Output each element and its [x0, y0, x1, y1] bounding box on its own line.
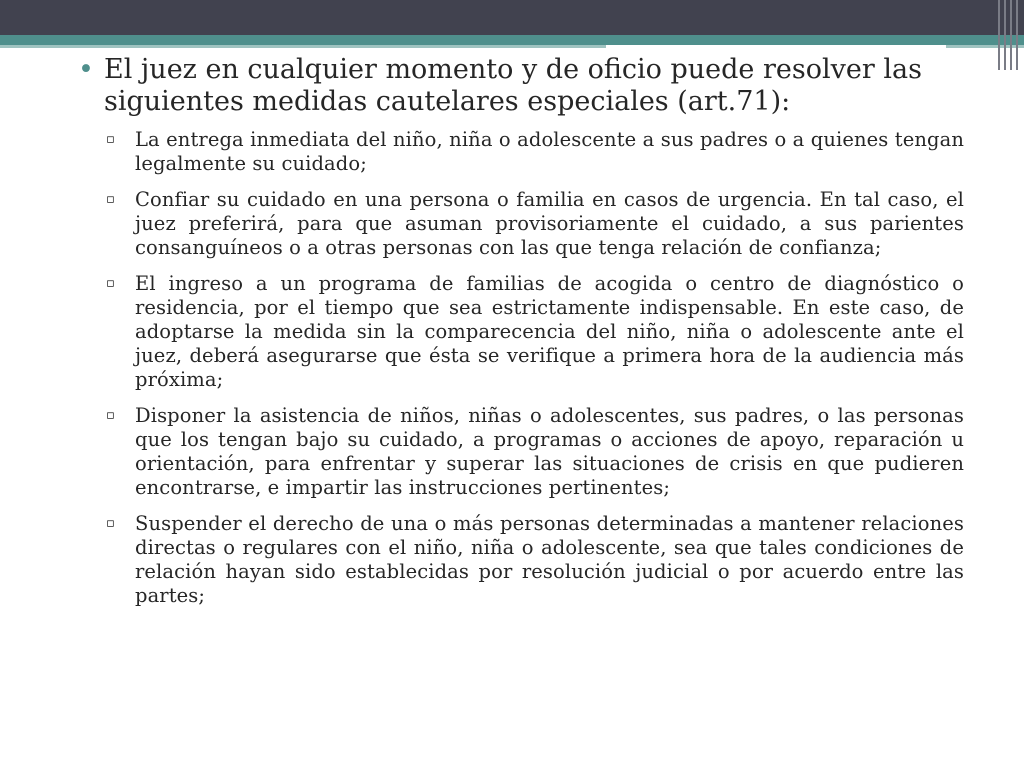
list-item-text: Disponer la asistencia de niños, niñas o adolescentes, sus padres, o las personas que los tengan bajo su cuidado, a programas o acciones de apoyo, reparación u orientación, para enfrentar y superar las situaciones de crisis en que pudieren encontrarse, e impartir las instrucciones pertinentes; — [135, 404, 964, 499]
list-item — [78, 404, 964, 500]
list-item-text: El ingreso a un programa de familias de acogida o centro de diagnóstico o residencia, por el tiempo que sea estrictamente indispensable. En este caso, de adoptarse la medida sin la comparecencia del niño, niña o adolescente ante el juez, deberá asegurarse que ésta se verifique a primera hora de la audiencia más próxima; — [135, 272, 964, 391]
corner-stripe — [1010, 0, 1012, 70]
list-item — [78, 272, 964, 392]
list-item-text: Confiar su cuidado en una persona o familia en casos de urgencia. En tal caso, el juez preferirá, para que asuman provisoriamente el cuidado, a sus parientes consanguíneos o a otras personas con las que tenga relación de confianza; — [135, 188, 964, 259]
slide-heading: El juez en cualquier momento y de oficio puede resolver las siguientes medidas cautelares especiales (art.71): — [104, 54, 922, 117]
list-item — [78, 128, 964, 176]
corner-stripe — [1004, 0, 1006, 70]
sub-bullet-list — [78, 128, 964, 608]
bullet-dot-icon: • — [78, 54, 94, 85]
list-item — [78, 188, 964, 260]
list-item-text: Suspender el derecho de una o más personas determinadas a mantener relaciones directas o regulares con el niño, niña o adolescente, sea que tales condiciones de relación hayan sido establecidas por resolución judicial o por acuerdo entre las partes; — [135, 512, 964, 607]
list-item — [78, 512, 964, 608]
main-bullet-point — [78, 54, 964, 118]
corner-stripe — [1016, 0, 1018, 70]
corner-stripe — [998, 0, 1000, 70]
square-bullet-icon: ▫ — [106, 516, 115, 531]
slide-content — [78, 54, 964, 620]
square-bullet-icon: ▫ — [106, 276, 115, 291]
accent-band — [0, 35, 1024, 45]
square-bullet-icon: ▫ — [106, 192, 115, 207]
square-bullet-icon: ▫ — [106, 408, 115, 423]
title-bar-decoration — [0, 0, 1024, 35]
square-bullet-icon: ▫ — [106, 132, 115, 147]
list-item-text: La entrega inmediata del niño, niña o adolescente a sus padres o a quienes tengan legalmente su cuidado; — [135, 128, 964, 175]
